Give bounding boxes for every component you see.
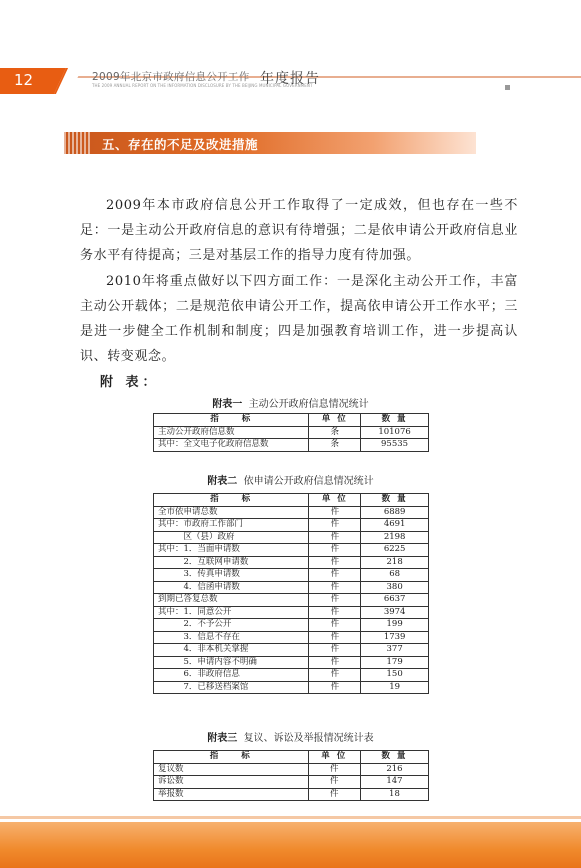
section-title: 五、存在的不足及改进措施 bbox=[102, 137, 259, 152]
table-row bbox=[154, 531, 429, 544]
row-unit: 件 bbox=[309, 556, 361, 569]
row-unit: 条 bbox=[309, 426, 361, 439]
table-row bbox=[154, 594, 429, 607]
row-item: 2．不予公开 bbox=[154, 619, 309, 632]
table-row bbox=[154, 776, 429, 789]
table-row bbox=[154, 556, 429, 569]
row-item: 复议数 bbox=[154, 763, 309, 776]
row-item: 3．信息不存在 bbox=[154, 631, 309, 644]
table-row bbox=[154, 439, 429, 452]
row-count: 6225 bbox=[361, 544, 429, 557]
row-item: 主动公开政府信息数 bbox=[154, 426, 309, 439]
row-item: 其中：市政府工作部门 bbox=[154, 519, 309, 532]
row-unit: 件 bbox=[309, 606, 361, 619]
col-header-item: 指 标 bbox=[154, 751, 309, 764]
table3-caption-label: 附表三 bbox=[207, 733, 238, 744]
table-row bbox=[154, 669, 429, 682]
row-item: 3．传真申请数 bbox=[154, 569, 309, 582]
row-unit: 件 bbox=[309, 669, 361, 682]
table-row bbox=[154, 569, 429, 582]
row-count: 380 bbox=[361, 581, 429, 594]
row-count: 218 bbox=[361, 556, 429, 569]
col-header-item: 指 标 bbox=[154, 414, 309, 427]
page-header bbox=[0, 68, 581, 98]
table-row bbox=[154, 681, 429, 694]
row-count: 101076 bbox=[361, 426, 429, 439]
row-unit: 件 bbox=[308, 788, 360, 801]
row-item: 4．非本机关掌握 bbox=[154, 644, 309, 657]
row-unit: 件 bbox=[309, 506, 361, 519]
page-number: 12 bbox=[14, 71, 34, 89]
row-count: 3974 bbox=[361, 606, 429, 619]
table-requested-disclosure bbox=[153, 493, 429, 694]
row-count: 377 bbox=[361, 644, 429, 657]
row-count: 6637 bbox=[361, 594, 429, 607]
table1-caption bbox=[0, 395, 581, 410]
table2-caption-text: 依申请公开政府信息情况统计 bbox=[243, 476, 374, 487]
table1-caption-text: 主动公开政府信息情况统计 bbox=[248, 399, 369, 410]
row-item: 7．已移送档案馆 bbox=[154, 681, 309, 694]
row-item: 其中：全文电子化政府信息数 bbox=[154, 439, 309, 452]
paragraph-plans: 2010年将重点做好以下四方面工作：一是深化主动公开工作，丰富主动公开载体；二是规范依申请公开工作，提高依申请公开工作水平；三是进一步健全工作机制和制度；四是加强教育培训工作，进一步提高认识、转变观念。 bbox=[80, 274, 518, 364]
col-header-count: 数 量 bbox=[361, 414, 429, 427]
col-header-unit: 单 位 bbox=[308, 751, 360, 764]
page-footer-band bbox=[0, 822, 581, 868]
row-count: 18 bbox=[360, 788, 428, 801]
row-count: 68 bbox=[361, 569, 429, 582]
report-title-bold: 年度报告 bbox=[260, 71, 320, 87]
table2-caption bbox=[0, 472, 581, 487]
row-unit: 条 bbox=[309, 439, 361, 452]
row-item: 区（县）政府 bbox=[154, 531, 309, 544]
row-item: 其中：1．当面申请数 bbox=[154, 544, 309, 557]
table-row bbox=[154, 506, 429, 519]
banner-stripes-decoration bbox=[64, 132, 92, 154]
row-item: 诉讼数 bbox=[154, 776, 309, 789]
table2-caption-label: 附表二 bbox=[207, 476, 238, 487]
col-header-unit: 单 位 bbox=[309, 414, 361, 427]
row-count: 4691 bbox=[361, 519, 429, 532]
row-item: 其中：1．同意公开 bbox=[154, 606, 309, 619]
row-unit: 件 bbox=[309, 519, 361, 532]
row-item: 2．互联网申请数 bbox=[154, 556, 309, 569]
row-unit: 件 bbox=[308, 763, 360, 776]
report-subtitle: THE 2009 ANNUAL REPORT ON THE INFORMATION DISCLOSURE BY THE BEIJING MUNICIPAL GOVERNMENT bbox=[92, 83, 313, 88]
row-count: 179 bbox=[361, 656, 429, 669]
row-item: 到期已答复总数 bbox=[154, 594, 309, 607]
table-row bbox=[154, 426, 429, 439]
table1-caption-label: 附表一 bbox=[212, 399, 243, 410]
table-row bbox=[154, 644, 429, 657]
row-unit: 件 bbox=[309, 581, 361, 594]
header-square-mark bbox=[505, 85, 510, 90]
row-item: 全市依申请总数 bbox=[154, 506, 309, 519]
footer-rule bbox=[0, 816, 581, 819]
table-row bbox=[154, 519, 429, 532]
table-header-row bbox=[154, 494, 429, 507]
report-title: 2009年北京市政府信息公开工作 bbox=[92, 71, 250, 83]
row-unit: 件 bbox=[309, 631, 361, 644]
row-count: 150 bbox=[361, 669, 429, 682]
row-unit: 件 bbox=[309, 619, 361, 632]
row-item: 4．信函申请数 bbox=[154, 581, 309, 594]
col-header-count: 数 量 bbox=[361, 494, 429, 507]
table-active-disclosure bbox=[153, 413, 429, 452]
table-header-row bbox=[154, 414, 429, 427]
row-count: 95535 bbox=[361, 439, 429, 452]
row-unit: 件 bbox=[309, 656, 361, 669]
row-count: 199 bbox=[361, 619, 429, 632]
row-unit: 件 bbox=[309, 681, 361, 694]
row-unit: 件 bbox=[309, 531, 361, 544]
table-review-litigation-report bbox=[153, 750, 429, 801]
table-row bbox=[154, 656, 429, 669]
table-row bbox=[154, 619, 429, 632]
table-row bbox=[154, 631, 429, 644]
table-row bbox=[154, 788, 429, 801]
col-header-item: 指 标 bbox=[154, 494, 309, 507]
table-row bbox=[154, 763, 429, 776]
row-unit: 件 bbox=[309, 644, 361, 657]
table-header-row bbox=[154, 751, 429, 764]
table3-caption-text: 复议、诉讼及举报情况统计表 bbox=[243, 733, 374, 744]
table-row bbox=[154, 581, 429, 594]
row-count: 2198 bbox=[361, 531, 429, 544]
section-banner bbox=[64, 132, 476, 154]
row-unit: 件 bbox=[309, 544, 361, 557]
row-count: 6889 bbox=[361, 506, 429, 519]
col-header-count: 数 量 bbox=[360, 751, 428, 764]
row-count: 19 bbox=[361, 681, 429, 694]
row-item: 6．非政府信息 bbox=[154, 669, 309, 682]
row-count: 1739 bbox=[361, 631, 429, 644]
paragraph-shortcomings: 2009年本市政府信息公开工作取得了一定成效，但也存在一些不足：一是主动公开政府信息的意识有待增强；二是依申请公开政府信息业务水平有待提高；三是对基层工作的指导力度有待加强。 bbox=[80, 198, 518, 263]
table3-caption bbox=[0, 729, 581, 744]
row-unit: 件 bbox=[308, 776, 360, 789]
table-row bbox=[154, 544, 429, 557]
row-unit: 件 bbox=[309, 594, 361, 607]
table-row bbox=[154, 606, 429, 619]
row-unit: 件 bbox=[309, 569, 361, 582]
row-count: 216 bbox=[360, 763, 428, 776]
row-item: 举报数 bbox=[154, 788, 309, 801]
row-item: 5．申请内容不明确 bbox=[154, 656, 309, 669]
row-count: 147 bbox=[360, 776, 428, 789]
col-header-unit: 单 位 bbox=[309, 494, 361, 507]
appendix-title: 附 表： bbox=[100, 375, 160, 390]
